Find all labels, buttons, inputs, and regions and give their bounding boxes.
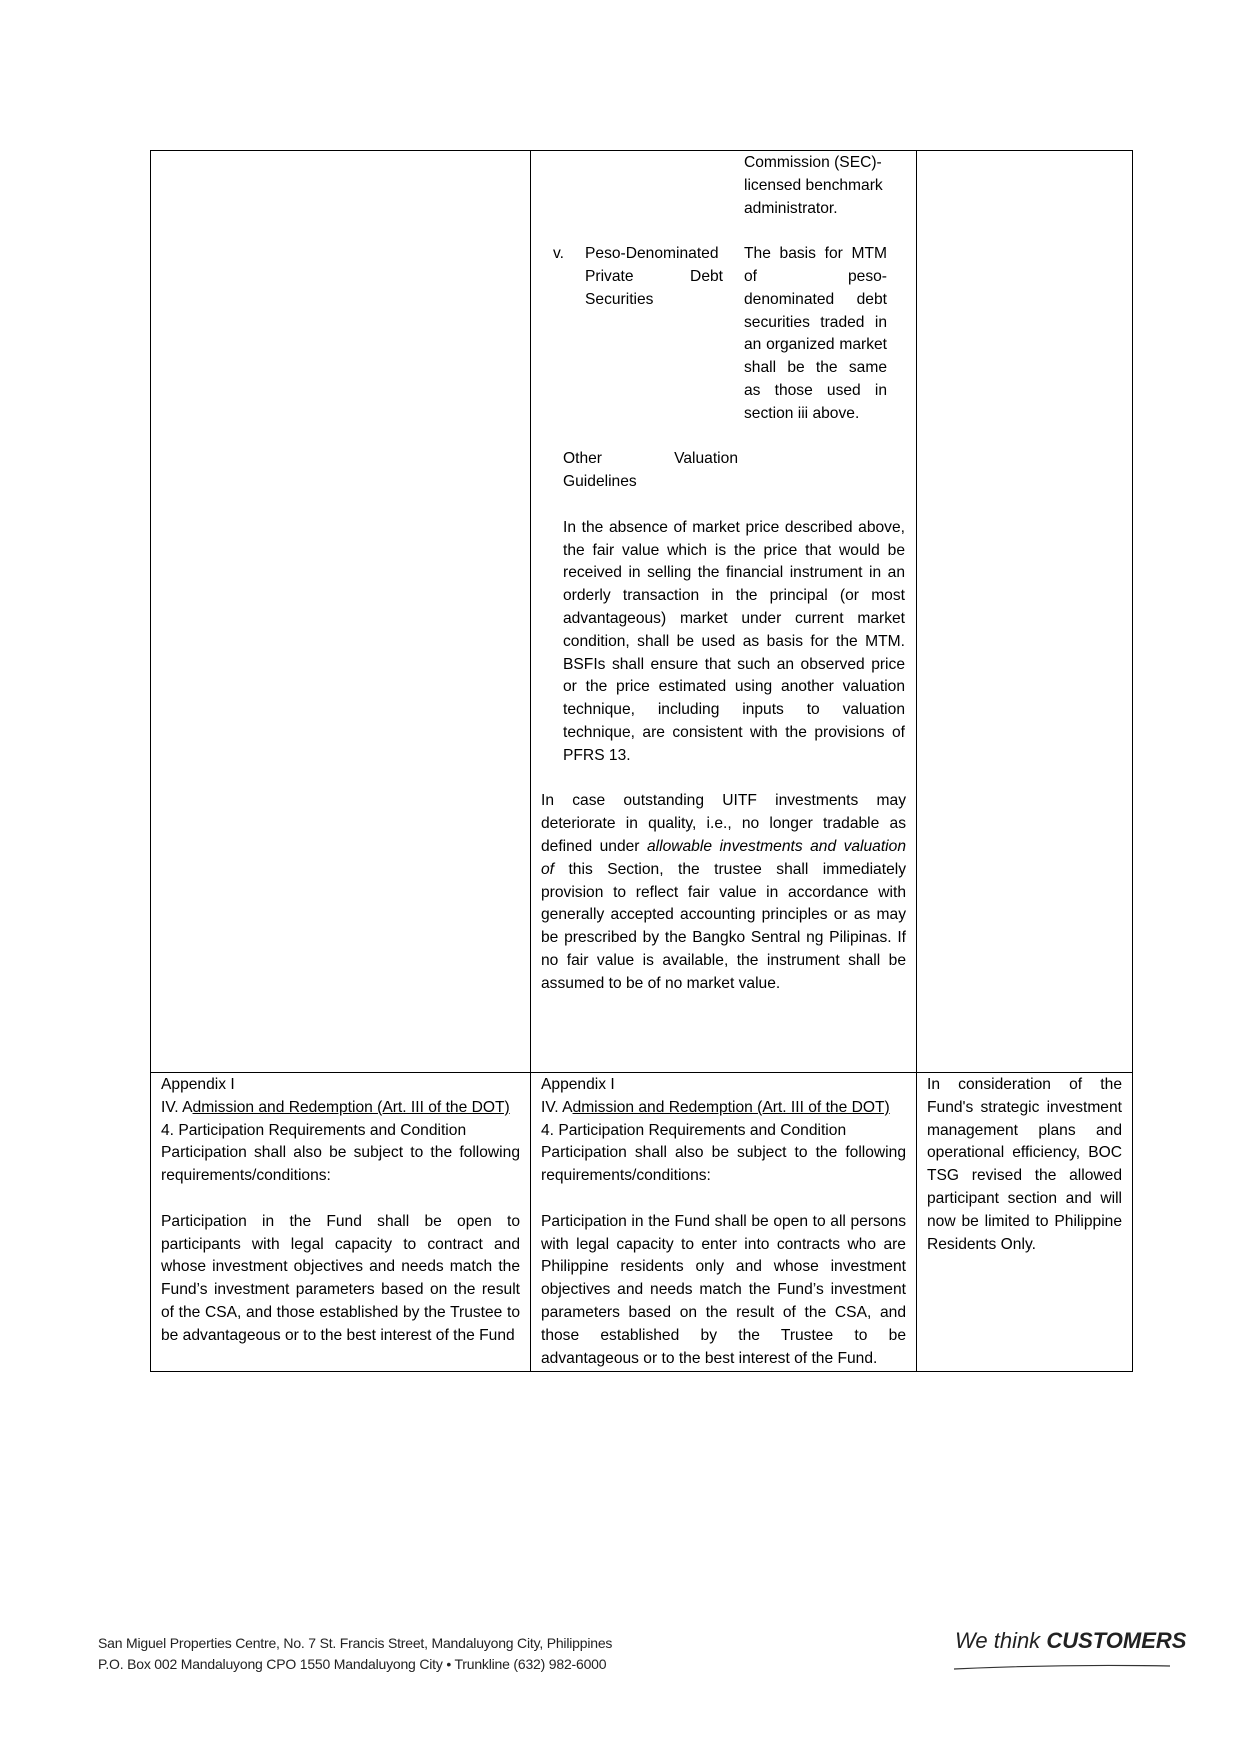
- row2-col2-cell: [531, 1073, 917, 1372]
- table-row: [151, 1073, 1133, 1372]
- appendix-label: Appendix I: [541, 1076, 615, 1093]
- footer-address: [98, 1633, 612, 1675]
- uitf-deterioration-paragraph: In case outstanding UITF investments may deteriorate in quality, i.e., no longer tradable as defined under allowable investments and valuation of this Section, the trustee shall immediately provision to reflect fair value in accordance with generally accepted accounting principles or as may be prescribed by the Bangko Sentral ng Pilipinas. If no fair value is available, the instrument shall be assumed to be of no market value.: [541, 792, 906, 992]
- section-heading: IV. Admission and Redemption (Art. III of the DOT): [541, 1098, 890, 1116]
- intro-text: Participation shall also be subject to the following requirements/conditions:: [161, 1144, 520, 1185]
- row1-col3-cell: [917, 151, 1133, 1073]
- row2-col3-cell: [917, 1073, 1133, 1372]
- tagline-underline-swoosh: [952, 1663, 1172, 1671]
- row1-col1-cell: [151, 151, 531, 1073]
- section-heading: IV. Admission and Redemption (Art. III of the DOT): [161, 1098, 510, 1116]
- row1-col2-cell: [531, 151, 917, 1073]
- brand-tagline: We think CUSTOMERS: [955, 1628, 1187, 1653]
- comparison-table: [150, 150, 1133, 1372]
- intro-text: Participation shall also be subject to the following requirements/conditions:: [541, 1144, 906, 1185]
- italic-reference: allowable investments and valuation of: [541, 837, 906, 878]
- remarks-text: In consideration of the Fund's strategic investment management plans and operational efficiency, BOC TSG revised the allowed participant section and will now be limited to Philippine Residents Only.: [927, 1076, 1122, 1253]
- body-text: Participation in the Fund shall be open to participants with legal capacity to contract and whose investment objectives and needs match the Fund’s investment parameters based on the result of the CSA, and those established by the Trustee to be advantageous or to the best interest of the Fund: [161, 1212, 520, 1344]
- address-line-2: P.O. Box 002 Mandaluyong CPO 1550 Mandaluyong City • Trunkline (632) 982-6000: [98, 1656, 607, 1672]
- table-row: [151, 151, 1133, 1073]
- valuation-item-v: [541, 243, 906, 425]
- item-name: Peso-Denominated Private Debt Securities: [585, 245, 723, 308]
- subsection-heading: 4. Participation Requirements and Condition: [541, 1121, 847, 1139]
- appendix-label: Appendix I: [161, 1076, 235, 1093]
- item-description: The basis for MTM of peso-denominated debt securities traded in an organized market shall be the same as those used in section iii above.: [744, 245, 887, 422]
- address-line-1: San Miguel Properties Centre, No. 7 St. Francis Street, Mandaluyong City, Philippines: [98, 1635, 613, 1651]
- item-number: v.: [553, 245, 564, 263]
- body-text: Participation in the Fund shall be open to all persons with legal capacity to enter into contracts who are Philippine residents only and whose investment objectives and needs match the Fund’s investment parameters based on the result of the CSA, and those established by the Trustee to be advantageous or to the best interest of the Fund.: [541, 1212, 906, 1367]
- other-valuation-text: In the absence of market price described above, the fair value which is the price that would be received in selling the financial instrument in an orderly transaction in the principal (or most advantageous) market under current market condition, shall be used as basis for the MTM. BSFIs shall ensure that such an observed price or the price estimated using another valuation technique, including inputs to valuation technique, are consistent with the provisions of PFRS 13.: [563, 518, 905, 764]
- row2-col1-cell: [151, 1073, 531, 1372]
- sec-continuation-text: Commission (SEC)-licensed benchmark administrator.: [744, 154, 883, 217]
- subsection-heading: 4. Participation Requirements and Condition: [161, 1121, 467, 1139]
- other-valuation-title: Other Valuation Guidelines: [563, 450, 738, 491]
